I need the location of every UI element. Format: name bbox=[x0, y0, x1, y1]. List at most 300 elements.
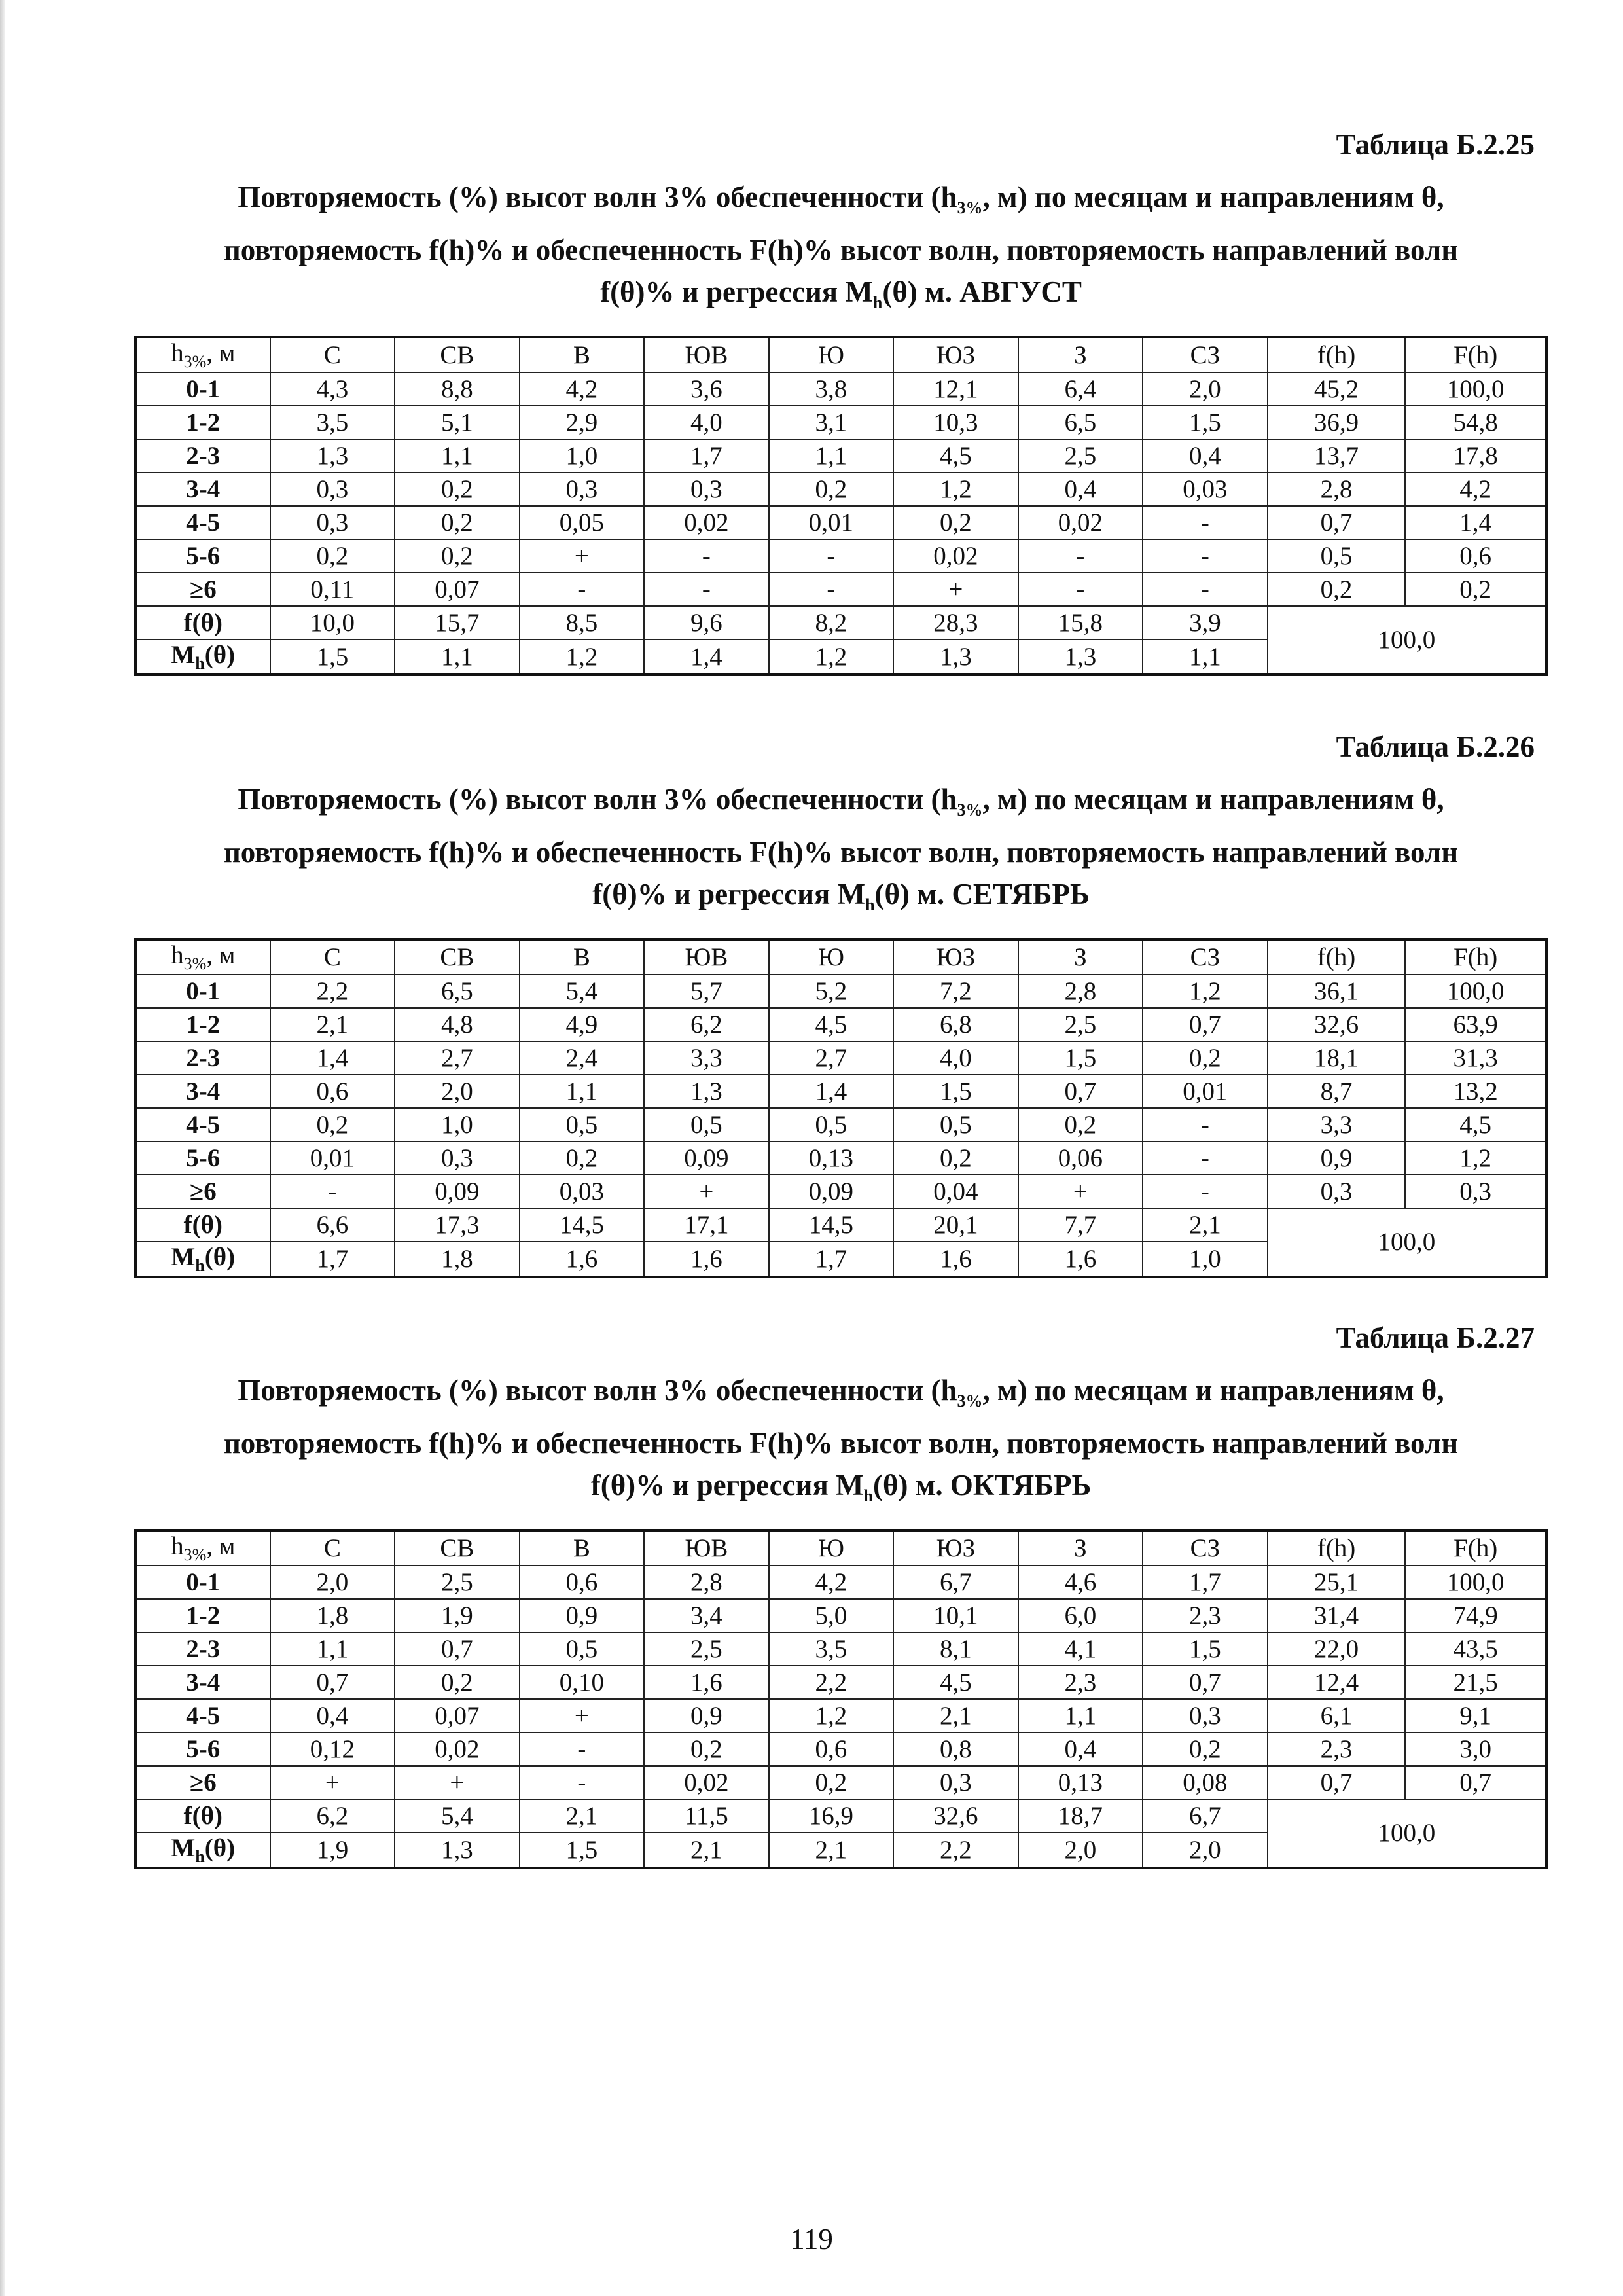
table-cell: - bbox=[1143, 506, 1268, 539]
header-h-unit: , м bbox=[206, 1532, 236, 1560]
table-cell: 4,0 bbox=[644, 406, 769, 439]
row-label: ≥6 bbox=[135, 1766, 270, 1799]
table-cell: - bbox=[520, 1732, 645, 1766]
table-cell: 1,3 bbox=[395, 1833, 520, 1868]
table-row bbox=[135, 506, 1546, 539]
table-cell: 0,01 bbox=[1143, 1075, 1268, 1108]
table-cell: 25,1 bbox=[1268, 1566, 1406, 1599]
table-cell: 8,7 bbox=[1268, 1075, 1406, 1108]
table-cell: 0,3 bbox=[893, 1766, 1018, 1799]
table-cell: - bbox=[769, 539, 894, 573]
table-cell: - bbox=[520, 573, 645, 606]
table-cell: 2,1 bbox=[270, 1008, 395, 1041]
m-theta-label bbox=[135, 1242, 270, 1277]
table-cell: 1,5 bbox=[1143, 406, 1268, 439]
table-cell: 20,1 bbox=[893, 1208, 1018, 1242]
table-cell: 0,07 bbox=[395, 573, 520, 606]
table-cell: 1,4 bbox=[644, 639, 769, 675]
table-cell: 0,5 bbox=[520, 1632, 645, 1666]
column-header: Ю bbox=[769, 337, 894, 372]
header-height-cell bbox=[135, 1530, 270, 1566]
table-cell: 0,02 bbox=[395, 1732, 520, 1766]
table-cell: + bbox=[520, 1699, 645, 1732]
column-header: ЮВ bbox=[644, 337, 769, 372]
table-cell: 15,7 bbox=[395, 606, 520, 639]
column-header: ЮЗ bbox=[893, 337, 1018, 372]
table-cell: 1,1 bbox=[520, 1075, 645, 1108]
row-label: 0-1 bbox=[135, 975, 270, 1008]
column-header: ЮВ bbox=[644, 1530, 769, 1566]
row-label: 4-5 bbox=[135, 506, 270, 539]
table-cell: 3,6 bbox=[644, 372, 769, 406]
table-cell: 1,7 bbox=[769, 1242, 894, 1277]
table-label: Таблица Б.2.27 bbox=[1336, 1321, 1535, 1354]
table-label: Таблица Б.2.26 bbox=[1336, 730, 1535, 763]
header-row bbox=[135, 337, 1546, 372]
scan-edge bbox=[0, 0, 5, 2296]
caption-month: (θ) м. АВГУСТ bbox=[882, 276, 1082, 308]
table-cell: 9,1 bbox=[1405, 1699, 1546, 1732]
table-cell: 3,3 bbox=[644, 1041, 769, 1075]
table-cell: 5,7 bbox=[644, 975, 769, 1008]
table-cell: 1,3 bbox=[270, 439, 395, 473]
column-header: f(h) bbox=[1268, 939, 1406, 975]
table-cell: 0,5 bbox=[644, 1108, 769, 1141]
table-cell: 5,1 bbox=[395, 406, 520, 439]
header-row bbox=[135, 1530, 1546, 1566]
table-cell: 0,2 bbox=[1143, 1732, 1268, 1766]
column-header: F(h) bbox=[1405, 1530, 1546, 1566]
table-cell: 0,13 bbox=[769, 1141, 894, 1175]
table-cell: 0,2 bbox=[395, 506, 520, 539]
caption-text: f(θ)% и регрессия M bbox=[600, 276, 873, 308]
m-theta-label bbox=[135, 1833, 270, 1868]
total-cell: 100,0 bbox=[1268, 1799, 1546, 1868]
table-cell: 1,0 bbox=[1143, 1242, 1268, 1277]
table-cell: + bbox=[644, 1175, 769, 1208]
caption-month: (θ) м. СЕТЯБРЬ bbox=[874, 878, 1090, 910]
table-cell: 5,0 bbox=[769, 1599, 894, 1632]
table-cell: 1,3 bbox=[1018, 639, 1143, 675]
table-cell: 0,6 bbox=[769, 1732, 894, 1766]
table-row bbox=[135, 1732, 1546, 1766]
table-cell: - bbox=[1143, 539, 1268, 573]
table-cell: 0,02 bbox=[893, 539, 1018, 573]
header-row bbox=[135, 939, 1546, 975]
table-cell: 1,5 bbox=[893, 1075, 1018, 1108]
table-cell: 36,1 bbox=[1268, 975, 1406, 1008]
table-cell: 4,9 bbox=[520, 1008, 645, 1041]
table-cell: 1,4 bbox=[1405, 506, 1546, 539]
table-cell: - bbox=[769, 573, 894, 606]
caption-line-1 bbox=[134, 778, 1548, 831]
table-cell: 1,9 bbox=[395, 1599, 520, 1632]
table-cell: 0,7 bbox=[1405, 1766, 1546, 1799]
table-cell: 36,9 bbox=[1268, 406, 1406, 439]
table-cell: - bbox=[1018, 573, 1143, 606]
table-cell: 6,6 bbox=[270, 1208, 395, 1242]
column-header: СВ bbox=[395, 939, 520, 975]
table-cell: 1,9 bbox=[270, 1833, 395, 1868]
total-cell: 100,0 bbox=[1268, 1208, 1546, 1277]
caption-subscript: h bbox=[865, 895, 875, 914]
table-cell: 0,3 bbox=[520, 473, 645, 506]
table-cell: 0,07 bbox=[395, 1699, 520, 1732]
table-cell: 4,8 bbox=[395, 1008, 520, 1041]
row-label: 3-4 bbox=[135, 1075, 270, 1108]
table-cell: 14,5 bbox=[769, 1208, 894, 1242]
table-cell: 31,4 bbox=[1268, 1599, 1406, 1632]
table-cell: 1,2 bbox=[1143, 975, 1268, 1008]
table-cell: + bbox=[270, 1766, 395, 1799]
caption-text: , м) по месяцам и направлениям θ, bbox=[982, 181, 1444, 213]
table-cell: 7,2 bbox=[893, 975, 1018, 1008]
table-cell: 1,6 bbox=[520, 1242, 645, 1277]
m-theta-symbol: M bbox=[171, 1242, 196, 1271]
caption-text: Повторяемость (%) высот волн 3% обеспеченности (h bbox=[238, 181, 957, 213]
table-cell: 3,0 bbox=[1405, 1732, 1546, 1766]
table-cell: 2,9 bbox=[520, 406, 645, 439]
table-cell: 1,5 bbox=[270, 639, 395, 675]
table-row bbox=[135, 1599, 1546, 1632]
table-cell: 1,2 bbox=[520, 639, 645, 675]
table-cell: 1,6 bbox=[893, 1242, 1018, 1277]
table-cell: 0,7 bbox=[1143, 1008, 1268, 1041]
row-label: 1-2 bbox=[135, 406, 270, 439]
table-cell: 3,8 bbox=[769, 372, 894, 406]
column-header: В bbox=[520, 1530, 645, 1566]
table-row bbox=[135, 975, 1546, 1008]
table-cell: - bbox=[1143, 1108, 1268, 1141]
table-cell: 1,1 bbox=[395, 639, 520, 675]
column-header: СЗ bbox=[1143, 337, 1268, 372]
m-theta-arg: (θ) bbox=[204, 640, 236, 669]
table-cell: 1,5 bbox=[1018, 1041, 1143, 1075]
table-cell: 8,8 bbox=[395, 372, 520, 406]
table-cell: 2,1 bbox=[520, 1799, 645, 1833]
table-cell: 0,2 bbox=[893, 1141, 1018, 1175]
table-cell: 3,3 bbox=[1268, 1108, 1406, 1141]
table-cell: 28,3 bbox=[893, 606, 1018, 639]
table-cell: 2,1 bbox=[769, 1833, 894, 1868]
table-cell: 12,4 bbox=[1268, 1666, 1406, 1699]
column-header: ЮВ bbox=[644, 939, 769, 975]
table-cell: 0,4 bbox=[1018, 1732, 1143, 1766]
table-cell: 0,2 bbox=[1018, 1108, 1143, 1141]
table-cell: 32,6 bbox=[1268, 1008, 1406, 1041]
caption-month: (θ) м. ОКТЯБРЬ bbox=[873, 1469, 1092, 1501]
table-cell: 1,1 bbox=[1143, 639, 1268, 675]
table-label: Таблица Б.2.25 bbox=[1336, 128, 1535, 161]
table-cell: 2,4 bbox=[520, 1041, 645, 1075]
table-cell: 1,4 bbox=[769, 1075, 894, 1108]
table-row bbox=[135, 1041, 1546, 1075]
table-cell: 54,8 bbox=[1405, 406, 1546, 439]
caption-text: f(θ)% и регрессия M bbox=[592, 878, 866, 910]
header-h-unit: , м bbox=[206, 339, 236, 367]
table-cell: 0,11 bbox=[270, 573, 395, 606]
table-cell: 0,3 bbox=[270, 473, 395, 506]
table-row bbox=[135, 573, 1546, 606]
table-cell: 0,6 bbox=[1405, 539, 1546, 573]
table-cell: 1,8 bbox=[395, 1242, 520, 1277]
row-label: 0-1 bbox=[135, 1566, 270, 1599]
table-cell: 2,0 bbox=[1018, 1833, 1143, 1868]
table-cell: 6,0 bbox=[1018, 1599, 1143, 1632]
table-cell: - bbox=[1143, 573, 1268, 606]
table-cell: 1,7 bbox=[644, 439, 769, 473]
table-cell: 2,8 bbox=[1268, 473, 1406, 506]
table-cell: - bbox=[1143, 1141, 1268, 1175]
header-h-subscript: 3% bbox=[183, 1545, 207, 1564]
caption-line-3 bbox=[134, 271, 1548, 324]
table-cell: 14,5 bbox=[520, 1208, 645, 1242]
table-cell: 6,5 bbox=[395, 975, 520, 1008]
table-cell: 0,2 bbox=[520, 1141, 645, 1175]
table-cell: 6,7 bbox=[893, 1566, 1018, 1599]
table-cell: 3,9 bbox=[1143, 606, 1268, 639]
table-cell: 2,0 bbox=[270, 1566, 395, 1599]
table-cell: 2,0 bbox=[1143, 1833, 1268, 1868]
table-cell: 0,7 bbox=[395, 1632, 520, 1666]
m-theta-arg: (θ) bbox=[204, 1242, 236, 1271]
table-cell: 10,0 bbox=[270, 606, 395, 639]
caption-subscript: h bbox=[872, 293, 883, 312]
column-header: СВ bbox=[395, 1530, 520, 1566]
table-cell: 0,05 bbox=[520, 506, 645, 539]
table-cell: 0,7 bbox=[1268, 506, 1406, 539]
wave-table bbox=[134, 938, 1548, 1278]
table-cell: 0,4 bbox=[1143, 439, 1268, 473]
column-header: С bbox=[270, 337, 395, 372]
header-h-symbol: h bbox=[171, 1532, 184, 1560]
f-theta-label: f(θ) bbox=[135, 1799, 270, 1833]
table-cell: 0,9 bbox=[644, 1699, 769, 1732]
table-cell: 0,7 bbox=[1143, 1666, 1268, 1699]
table-cell: 13,2 bbox=[1405, 1075, 1546, 1108]
table-cell: 2,3 bbox=[1268, 1732, 1406, 1766]
table-cell: 8,2 bbox=[769, 606, 894, 639]
table-cell: + bbox=[520, 539, 645, 573]
table-block bbox=[134, 730, 1548, 1278]
column-header: СЗ bbox=[1143, 939, 1268, 975]
table-cell: 0,2 bbox=[270, 1108, 395, 1141]
row-label: 5-6 bbox=[135, 539, 270, 573]
table-row bbox=[135, 1108, 1546, 1141]
table-cell: 2,1 bbox=[644, 1833, 769, 1868]
table-cell: 0,12 bbox=[270, 1732, 395, 1766]
table-cell: 3,4 bbox=[644, 1599, 769, 1632]
table-cell: 0,3 bbox=[1143, 1699, 1268, 1732]
column-header: Ю bbox=[769, 1530, 894, 1566]
table-cell: 8,5 bbox=[520, 606, 645, 639]
table-cell: 4,5 bbox=[893, 439, 1018, 473]
table-cell: 1,3 bbox=[644, 1075, 769, 1108]
table-cell: 15,8 bbox=[1018, 606, 1143, 639]
table-cell: 13,7 bbox=[1268, 439, 1406, 473]
wave-table bbox=[134, 336, 1548, 676]
caption-line-1 bbox=[134, 176, 1548, 229]
caption-text: f(θ)% и регрессия M bbox=[590, 1469, 864, 1501]
table-cell: 0,01 bbox=[769, 506, 894, 539]
table-cell: 2,0 bbox=[395, 1075, 520, 1108]
table-cell: 4,2 bbox=[1405, 473, 1546, 506]
f-theta-row bbox=[135, 1208, 1546, 1242]
table-cell: 2,2 bbox=[769, 1666, 894, 1699]
table-cell: 0,2 bbox=[893, 506, 1018, 539]
table-cell: 1,1 bbox=[395, 439, 520, 473]
table-cell: 2,7 bbox=[769, 1041, 894, 1075]
table-cell: 0,2 bbox=[644, 1732, 769, 1766]
table-cell: 0,09 bbox=[644, 1141, 769, 1175]
table-cell: 1,5 bbox=[1143, 1632, 1268, 1666]
row-label: 3-4 bbox=[135, 1666, 270, 1699]
table-cell: 6,8 bbox=[893, 1008, 1018, 1041]
table-cell: 7,7 bbox=[1018, 1208, 1143, 1242]
column-header: Ю bbox=[769, 939, 894, 975]
table-cell: 11,5 bbox=[644, 1799, 769, 1833]
table-cell: 6,2 bbox=[644, 1008, 769, 1041]
table-cell: 0,3 bbox=[1268, 1175, 1406, 1208]
table-cell: 18,1 bbox=[1268, 1041, 1406, 1075]
table-cell: 4,0 bbox=[893, 1041, 1018, 1075]
row-label: ≥6 bbox=[135, 573, 270, 606]
table-cell: 4,5 bbox=[1405, 1108, 1546, 1141]
table-cell: 1,6 bbox=[644, 1666, 769, 1699]
table-cell: 2,3 bbox=[1018, 1666, 1143, 1699]
table-cell: 1,3 bbox=[893, 639, 1018, 675]
table-cell: 4,2 bbox=[769, 1566, 894, 1599]
column-header: З bbox=[1018, 337, 1143, 372]
table-cell: 2,8 bbox=[644, 1566, 769, 1599]
table-cell: 17,8 bbox=[1405, 439, 1546, 473]
table-cell: 0,3 bbox=[1405, 1175, 1546, 1208]
caption-line-1 bbox=[134, 1369, 1548, 1422]
table-cell: 4,6 bbox=[1018, 1566, 1143, 1599]
caption-line-3 bbox=[134, 1464, 1548, 1517]
table-cell: 31,3 bbox=[1405, 1041, 1546, 1075]
table-cell: 1,7 bbox=[270, 1242, 395, 1277]
caption-line-2: повторяемость f(h)% и обеспеченность F(h)% высот волн, повторяемость направлений волн bbox=[223, 1427, 1459, 1460]
table-cell: 0,7 bbox=[1268, 1766, 1406, 1799]
row-label: 3-4 bbox=[135, 473, 270, 506]
caption-line-2: повторяемость f(h)% и обеспеченность F(h)% высот волн, повторяемость направлений волн bbox=[223, 836, 1459, 869]
table-block bbox=[134, 1321, 1548, 1869]
table-cell: - bbox=[1143, 1175, 1268, 1208]
table-cell: 0,9 bbox=[520, 1599, 645, 1632]
table-cell: 0,2 bbox=[270, 539, 395, 573]
header-height-cell bbox=[135, 939, 270, 975]
m-theta-subscript: h bbox=[195, 1255, 205, 1275]
f-theta-row bbox=[135, 1799, 1546, 1833]
table-cell: 4,5 bbox=[769, 1008, 894, 1041]
table-cell: 0,3 bbox=[395, 1141, 520, 1175]
table-cell: 3,5 bbox=[270, 406, 395, 439]
row-label: 0-1 bbox=[135, 372, 270, 406]
column-header: В bbox=[520, 337, 645, 372]
column-header: З bbox=[1018, 1530, 1143, 1566]
header-h-unit: , м bbox=[206, 941, 236, 969]
column-header: f(h) bbox=[1268, 1530, 1406, 1566]
table-cell: - bbox=[270, 1175, 395, 1208]
header-h-subscript: 3% bbox=[183, 954, 207, 973]
table-cell: 0,2 bbox=[1405, 573, 1546, 606]
table-cell: 0,01 bbox=[270, 1141, 395, 1175]
table-cell: 2,7 bbox=[395, 1041, 520, 1075]
caption-subscript: 3% bbox=[957, 198, 983, 217]
table-cell: 4,3 bbox=[270, 372, 395, 406]
row-label: 5-6 bbox=[135, 1141, 270, 1175]
table-cell: 0,5 bbox=[893, 1108, 1018, 1141]
table-cell: 0,7 bbox=[270, 1666, 395, 1699]
table-cell: 1,6 bbox=[644, 1242, 769, 1277]
table-cell: 21,5 bbox=[1405, 1666, 1546, 1699]
caption-text: , м) по месяцам и направлениям θ, bbox=[982, 783, 1444, 816]
table-cell: 100,0 bbox=[1405, 372, 1546, 406]
table-cell: 1,0 bbox=[395, 1108, 520, 1141]
row-label: 4-5 bbox=[135, 1699, 270, 1732]
column-header: В bbox=[520, 939, 645, 975]
table-cell: 18,7 bbox=[1018, 1799, 1143, 1833]
table-cell: 43,5 bbox=[1405, 1632, 1546, 1666]
caption-text: Повторяемость (%) высот волн 3% обеспеченности (h bbox=[238, 783, 957, 816]
table-cell: 4,1 bbox=[1018, 1632, 1143, 1666]
caption-line-3 bbox=[134, 873, 1548, 926]
table-row bbox=[135, 473, 1546, 506]
table-cell: 0,09 bbox=[395, 1175, 520, 1208]
table-cell: 0,2 bbox=[769, 1766, 894, 1799]
table-cell: 74,9 bbox=[1405, 1599, 1546, 1632]
table-cell: 2,5 bbox=[395, 1566, 520, 1599]
table-cell: 1,7 bbox=[1143, 1566, 1268, 1599]
column-header: СВ bbox=[395, 337, 520, 372]
table-cell: + bbox=[1018, 1175, 1143, 1208]
table-cell: 2,5 bbox=[1018, 439, 1143, 473]
table-row bbox=[135, 1141, 1546, 1175]
row-label: 1-2 bbox=[135, 1599, 270, 1632]
column-header: ЮЗ bbox=[893, 1530, 1018, 1566]
f-theta-label: f(θ) bbox=[135, 606, 270, 639]
table-cell: 1,0 bbox=[520, 439, 645, 473]
table-cell: 2,1 bbox=[893, 1699, 1018, 1732]
table-cell: 1,1 bbox=[1018, 1699, 1143, 1732]
column-header: СЗ bbox=[1143, 1530, 1268, 1566]
table-cell: - bbox=[644, 573, 769, 606]
table-cell: 0,2 bbox=[769, 473, 894, 506]
table-row bbox=[135, 1699, 1546, 1732]
table-cell: - bbox=[1018, 539, 1143, 573]
table-cell: 1,1 bbox=[769, 439, 894, 473]
row-label: 4-5 bbox=[135, 1108, 270, 1141]
table-cell: 2,2 bbox=[893, 1833, 1018, 1868]
table-cell: 1,4 bbox=[270, 1041, 395, 1075]
table-cell: 6,2 bbox=[270, 1799, 395, 1833]
column-header: F(h) bbox=[1405, 337, 1546, 372]
table-cell: 3,5 bbox=[769, 1632, 894, 1666]
table-row bbox=[135, 406, 1546, 439]
table-cell: 0,2 bbox=[1143, 1041, 1268, 1075]
caption-text: , м) по месяцам и направлениям θ, bbox=[982, 1374, 1444, 1407]
wave-table bbox=[134, 1529, 1548, 1869]
table-cell: 5,2 bbox=[769, 975, 894, 1008]
column-header: f(h) bbox=[1268, 337, 1406, 372]
column-header: F(h) bbox=[1405, 939, 1546, 975]
table-cell: 2,5 bbox=[1018, 1008, 1143, 1041]
table-cell: 0,5 bbox=[1268, 539, 1406, 573]
table-cell: 17,1 bbox=[644, 1208, 769, 1242]
table-cell: 5,4 bbox=[520, 975, 645, 1008]
row-label: ≥6 bbox=[135, 1175, 270, 1208]
